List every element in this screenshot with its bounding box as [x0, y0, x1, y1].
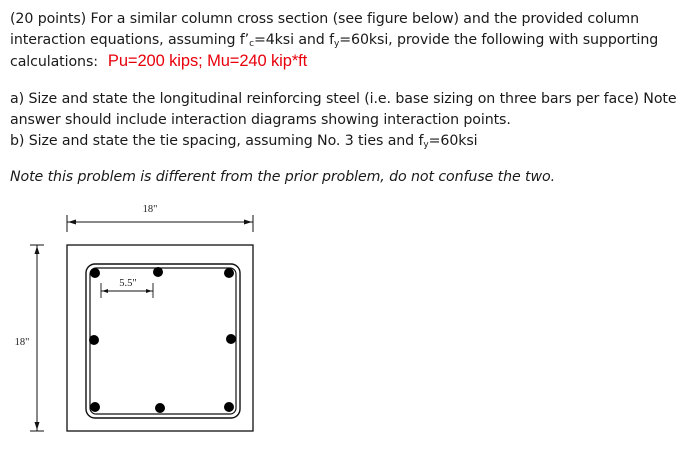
rebar	[224, 268, 234, 278]
spacing-arrow-left	[102, 289, 108, 293]
tie-outer	[86, 264, 240, 418]
rebar	[155, 403, 165, 413]
fy-subscript: y	[334, 39, 340, 49]
height-arrow-bottom	[35, 422, 40, 430]
part-b-b: =60ksi	[428, 133, 478, 149]
part-b-subscript: y	[423, 140, 429, 150]
width-arrow-left	[68, 220, 76, 225]
width-arrow-right	[244, 220, 252, 225]
part-b-a: b) Size and state the tie spacing, assuming No. 3 ties and f	[10, 133, 424, 149]
rebar	[224, 402, 234, 412]
note-text: Note this problem is different from the prior problem, do not confuse the two.	[10, 169, 556, 185]
fc-subscript: c	[249, 39, 254, 49]
spacing-label: 5.5"	[119, 278, 137, 289]
rebar	[90, 268, 100, 278]
rebar	[153, 267, 163, 277]
problem-line-1: (20 points) For a similar column cross section (see figure below) and the provided column	[10, 11, 640, 27]
height-arrow-top	[35, 246, 40, 254]
line2-part-a: interaction equations, assuming f’	[10, 32, 250, 48]
rebar	[226, 334, 236, 344]
part-a-line-2: answer should include interaction diagrams showing interaction points.	[10, 112, 511, 128]
tie-inner	[90, 268, 236, 414]
spacing-arrow-right	[146, 289, 152, 293]
rebar	[90, 402, 100, 412]
calculations-label: calculations:	[10, 54, 98, 70]
rebar	[89, 335, 99, 345]
line2-part-c: =60ksi, provide the following with supporting	[339, 32, 659, 48]
line2-part-b: =4ksi and f	[253, 32, 335, 48]
loads-text: Pu=200 kips; Mu=240 kip*ft	[107, 52, 308, 70]
height-label: 18"	[14, 337, 30, 348]
part-a-line-1: a) Size and state the longitudinal reinforcing steel (i.e. base sizing on three bars per face) Note	[10, 91, 677, 107]
width-label: 18"	[142, 204, 158, 215]
